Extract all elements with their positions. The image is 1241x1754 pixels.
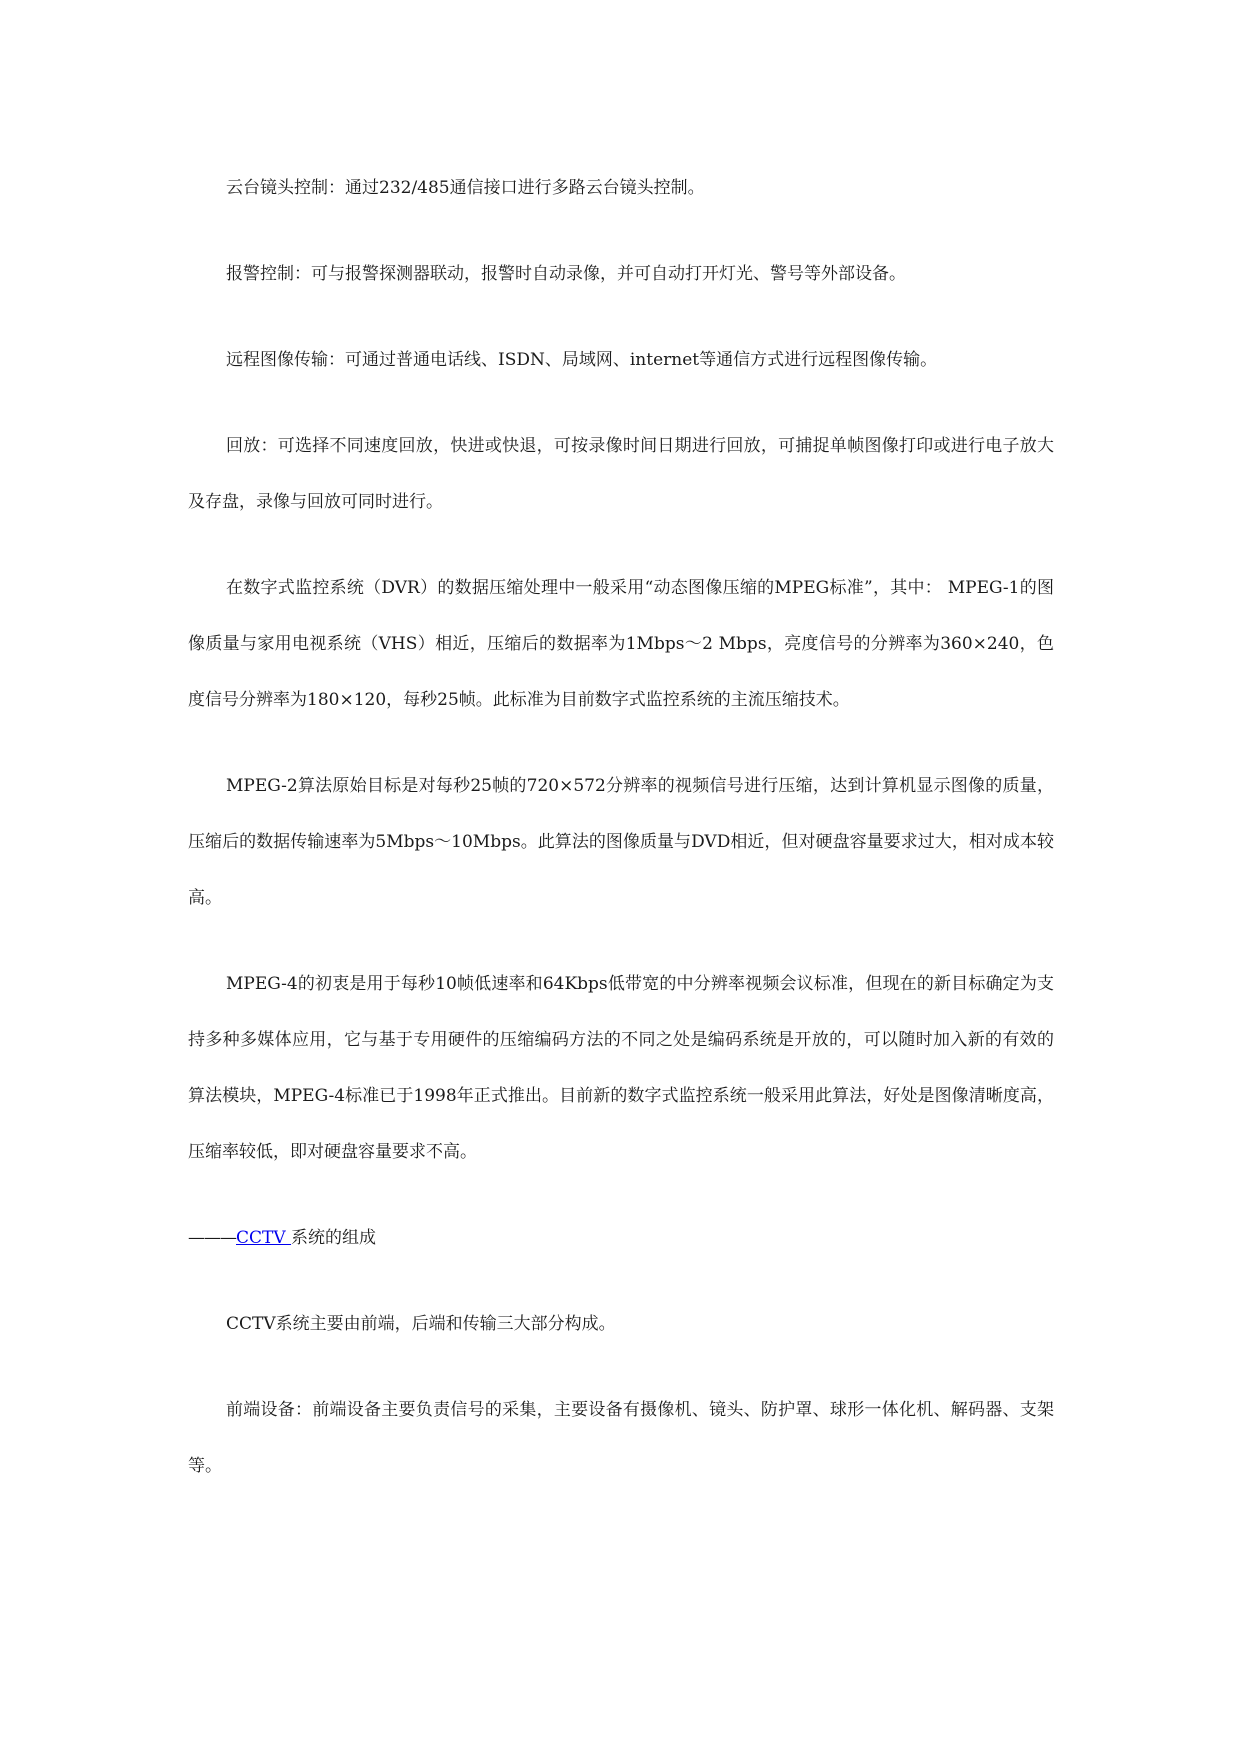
heading-suffix: 系统的组成 (291, 1228, 377, 1248)
paragraph-ptz-control: 云台镜头控制：通过232/485通信接口进行多路云台镜头控制。 (226, 178, 705, 198)
paragraph-remote-transmission: 远程图像传输：可通过普通电话线、ISDN、局域网、internet等通信方式进行远程图像传输。 (226, 350, 938, 370)
cctv-link[interactable]: CCTV (236, 1228, 292, 1248)
section-heading-cctv (188, 1210, 1054, 1266)
paragraph-cctv-overview: CCTV系统主要由前端，后端和传输三大部分构成。 (226, 1314, 616, 1334)
document-body (188, 160, 1054, 1524)
paragraph-front-end-devices: 前端设备：前端设备主要负责信号的采集，主要设备有摄像机、镜头、防护罩、球形一体化机、解码器、支架等。 (188, 1400, 1054, 1476)
paragraph-alarm-control: 报警控制：可与报警探测器联动，报警时自动录像，并可自动打开灯光、警号等外部设备。 (226, 264, 906, 284)
paragraph-playback: 回放：可选择不同速度回放，快进或快退，可按录像时间日期进行回放，可捕捉单帧图像打印或进行电子放大及存盘，录像与回放可同时进行。 (188, 436, 1054, 512)
paragraph-mpeg2: MPEG-2算法原始目标是对每秒25帧的720×572分辨率的视频信号进行压缩，达到计算机显示图像的质量，压缩后的数据传输速率为5Mbps～10Mbps。此算法的图像质量与DVD相近，但对硬盘容量要求过大，相对成本较高。 (188, 776, 1054, 908)
heading-dashes: ——— (188, 1228, 236, 1248)
paragraph-mpeg4: MPEG-4的初衷是用于每秒10帧低速率和64Kbps低带宽的中分辨率视频会议标准，但现在的新目标确定为支持多种多媒体应用，它与基于专用硬件的压缩编码方法的不同之处是编码系统是开放的，可以随时加入新的有效的算法模块，MPEG-4标准已于1998年正式推出。目前新的数字式监控系统一般采用此算法，好处是图像清晰度高，压缩率较低，即对硬盘容量要求不高。 (188, 974, 1054, 1162)
paragraph-mpeg1: 在数字式监控系统（DVR）的数据压缩处理中一般采用“动态图像压缩的MPEG标准”，其中： MPEG-1的图像质量与家用电视系统（VHS）相近，压缩后的数据率为1Mbps～2 Mbps，亮度信号的分辨率为360×240，色度信号分辨率为180×120，每秒25帧。此标准为目前数字式监控系统的主流压缩技术。 (188, 578, 1054, 710)
